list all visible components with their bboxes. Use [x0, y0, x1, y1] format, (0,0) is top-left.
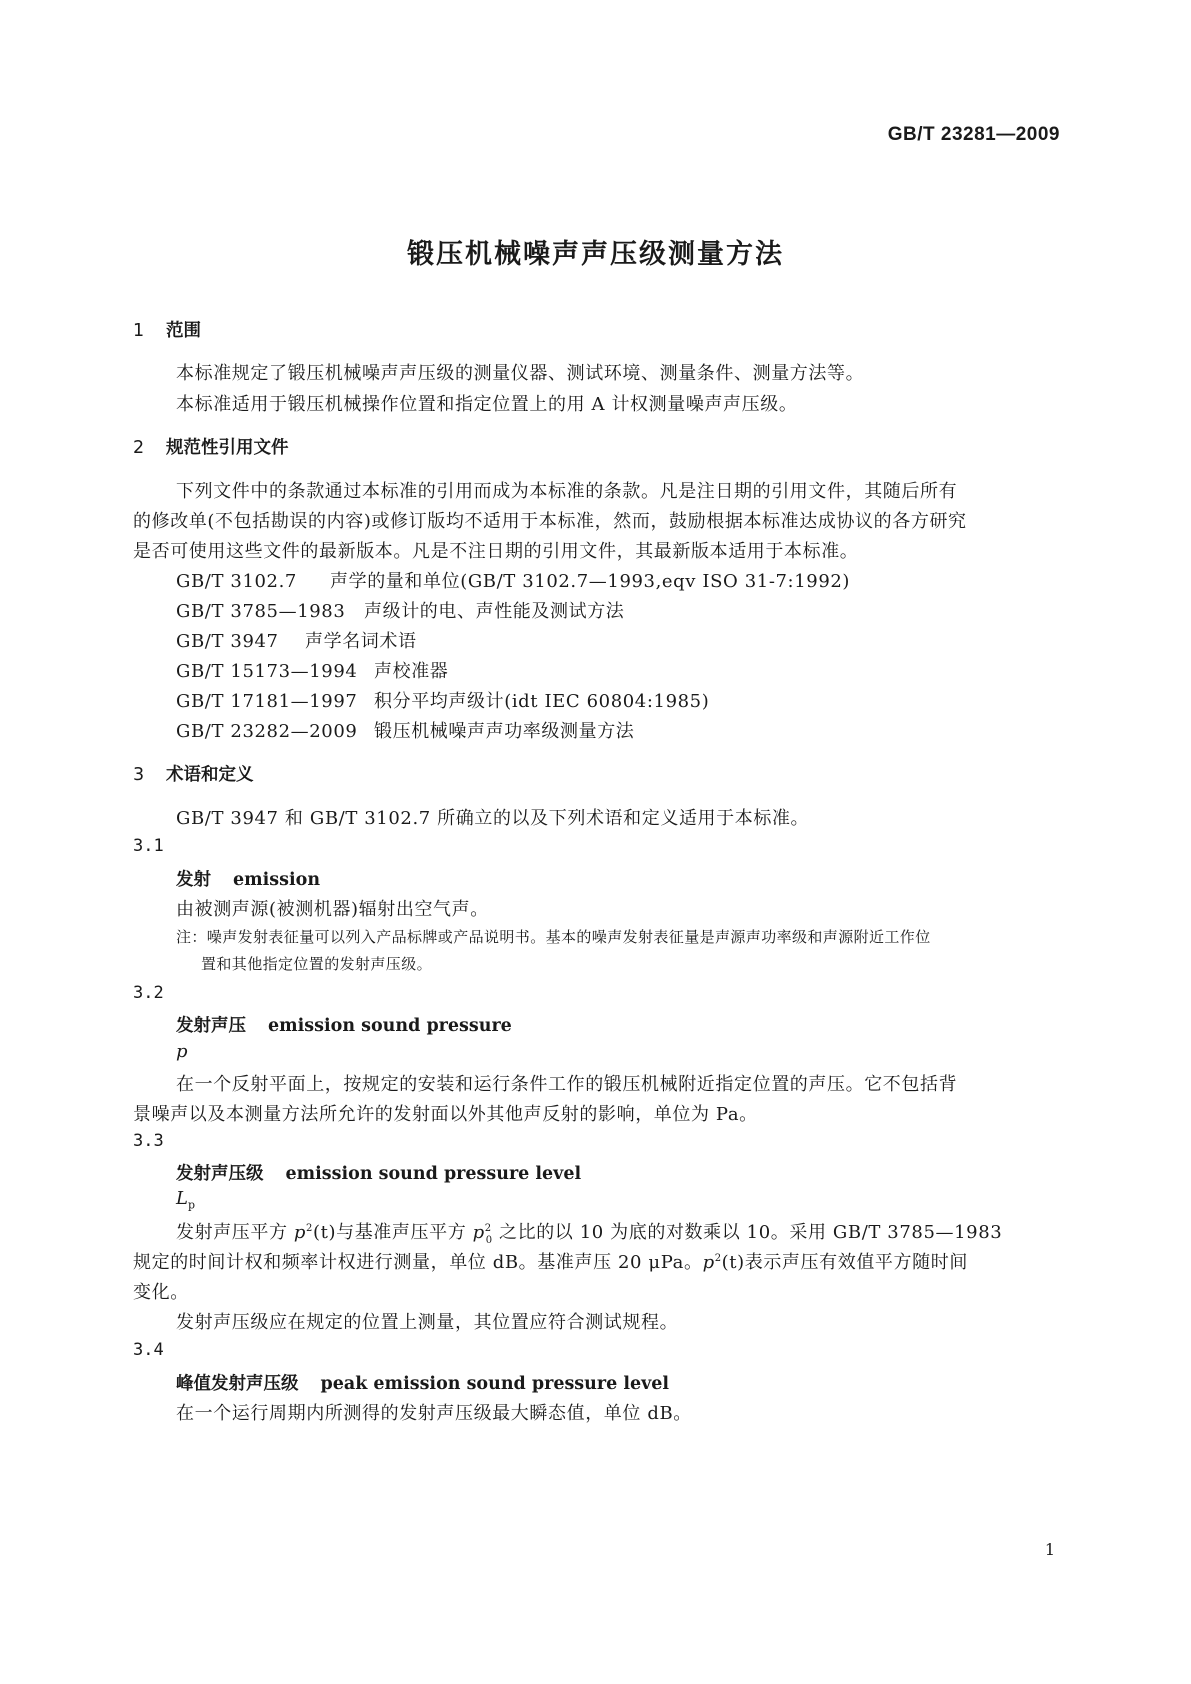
definition: 在一个运行周期内所测得的发射声压级最大瞬态值，单位 dB。	[176, 1403, 692, 1424]
subsection-number: 3.3	[133, 1131, 164, 1151]
paragraph-line: 是否可使用这些文件的最新版本。凡是不注日期的引用文件，其最新版本适用于本标准。	[133, 541, 859, 562]
subsection-number: 3.2	[133, 983, 164, 1003]
section-title: 术语和定义	[166, 765, 254, 785]
document-title: 锻压机械噪声声压级测量方法	[407, 239, 784, 270]
section-1-heading	[133, 317, 201, 342]
reference-title: 积分平均声级计(idt IEC 60804:1985)	[374, 691, 710, 712]
reference-title: 声学名词术语	[305, 631, 417, 652]
term-zh: 峰值发射声压级	[176, 1374, 299, 1394]
section-3-heading	[133, 761, 254, 786]
term-heading	[176, 1370, 669, 1395]
definition-line: 规定的时间计权和频率计权进行测量，单位 dB。基准声压 20 μPa。$p^2(t)$表示声压有效值平方随时间	[133, 1252, 968, 1273]
term-heading	[176, 1160, 581, 1185]
section-number: 3	[133, 765, 145, 785]
term-zh: 发射声压级	[176, 1164, 264, 1184]
paragraph: 本标准规定了锻压机械噪声声压级的测量仪器、测试环境、测量条件、测量方法等。	[176, 363, 865, 384]
term-symbol: p	[176, 1041, 188, 1062]
subsection-number: 3.1	[133, 836, 164, 856]
reference-title: 声级计的电、声性能及测试方法	[364, 601, 625, 622]
paragraph: 本标准适用于锻压机械操作位置和指定位置上的用 A 计权测量噪声声压级。	[176, 394, 798, 415]
standard-code: GB/T 23281—2009	[887, 124, 1060, 145]
reference-code: GB/T 17181—1997	[176, 691, 358, 712]
term-symbol: $L_p$	[176, 1188, 195, 1212]
reference-item	[176, 657, 448, 683]
reference-item	[176, 627, 417, 653]
reference-code: GB/T 23282—2009	[176, 721, 358, 742]
reference-item	[176, 717, 634, 743]
paragraph-line: 的修改单(不包括勘误的内容)或修订版均不适用于本标准，然而，鼓励根据本标准达成协议的各方研究	[133, 511, 967, 532]
term-zh: 发射	[176, 870, 211, 890]
reference-item	[176, 597, 624, 623]
section-2-heading	[133, 434, 289, 459]
definition: 由被测声源(被测机器)辐射出空气声。	[176, 899, 489, 920]
section-number: 1	[133, 321, 145, 341]
paragraph: GB/T 3947 和 GB/T 3102.7 所确立的以及下列术语和定义适用于本标准。	[176, 808, 810, 829]
reference-title: 声校准器	[374, 661, 449, 682]
term-heading	[176, 866, 320, 891]
reference-item	[176, 567, 850, 593]
paragraph-line: 下列文件中的条款通过本标准的引用而成为本标准的条款。凡是注日期的引用文件，其随后所有	[176, 481, 958, 502]
section-number: 2	[133, 438, 145, 458]
note-line: 置和其他指定位置的发射声压级。	[201, 955, 433, 973]
reference-item	[176, 687, 709, 713]
section-title: 范围	[166, 321, 201, 341]
reference-code: GB/T 15173—1994	[176, 661, 358, 682]
term-en: peak emission sound pressure level	[320, 1374, 670, 1394]
section-title: 规范性引用文件	[166, 438, 289, 458]
paragraph: 发射声压级应在规定的位置上测量，其位置应符合测试规程。	[176, 1312, 679, 1333]
reference-code: GB/T 3947	[176, 631, 279, 652]
term-zh: 发射声压	[176, 1016, 246, 1036]
note-line: 注：噪声发射表征量可以列入产品标牌或产品说明书。基本的噪声发射表征量是声源声功率级和声源附近工作位	[176, 928, 931, 946]
term-en: emission sound pressure level	[285, 1164, 582, 1184]
definition-line: 景噪声以及本测量方法所允许的发射面以外其他声反射的影响，单位为 Pa。	[133, 1104, 758, 1125]
subsection-number: 3.4	[133, 1340, 164, 1360]
reference-code: GB/T 3785—1983	[176, 601, 346, 622]
page-number: 1	[1044, 1540, 1055, 1559]
reference-code: GB/T 3102.7	[176, 571, 297, 592]
reference-title: 声学的量和单位(GB/T 3102.7—1993,eqv ISO 31-7:1992)	[330, 571, 851, 592]
definition-line: 发射声压平方 $p^2(t)$与基准声压平方 $p^2_0$ 之比的以 10 为底的对数乘以 10。采用 GB/T 3785—1983	[176, 1222, 1003, 1246]
term-en: emission	[233, 870, 321, 890]
definition-line: 在一个反射平面上，按规定的安装和运行条件工作的锻压机械附近指定位置的声压。它不包括背	[176, 1074, 958, 1095]
reference-title: 锻压机械噪声声功率级测量方法	[374, 721, 635, 742]
definition-line: 变化。	[133, 1282, 189, 1303]
term-en: emission sound pressure	[268, 1016, 512, 1036]
term-heading	[176, 1012, 512, 1037]
